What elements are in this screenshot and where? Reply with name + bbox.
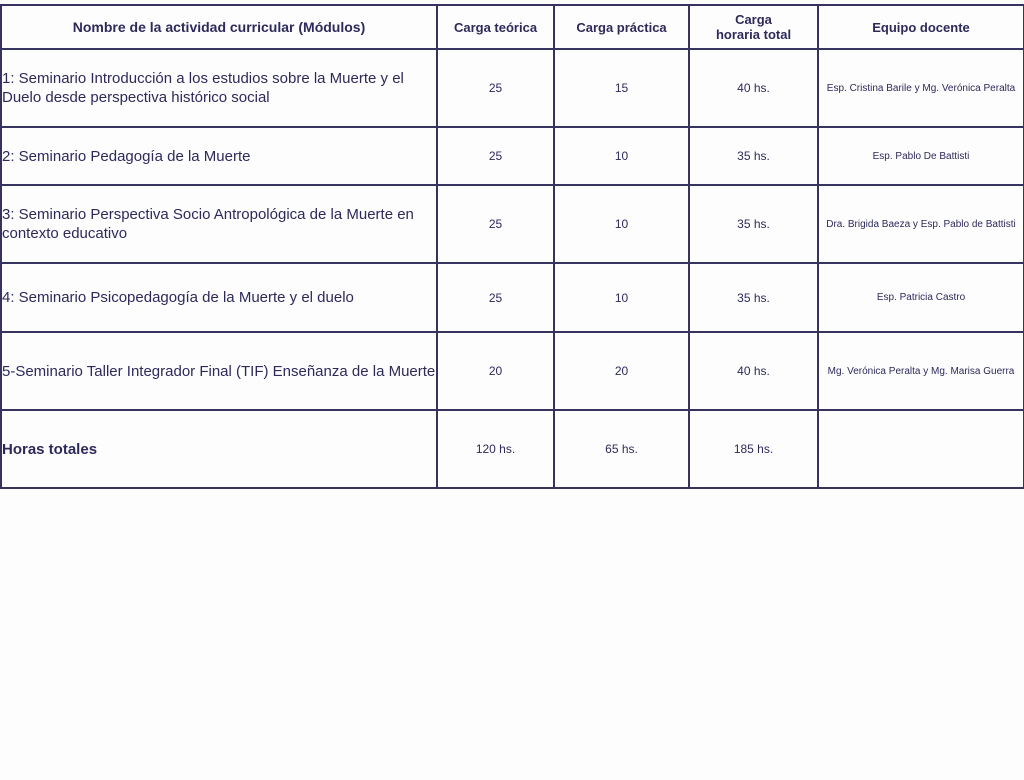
teaching-team: Esp. Cristina Barile y Mg. Verónica Peralta: [818, 49, 1024, 127]
theory-load: 25: [437, 127, 554, 185]
table-header-row: [1, 5, 1024, 49]
header-module-name: Nombre de la actividad curricular (Módulos): [1, 5, 437, 49]
theory-load: 25: [437, 185, 554, 263]
total-load: 40 hs.: [689, 49, 818, 127]
module-name: 5-Seminario Taller Integrador Final (TIF) Enseñanza de la Muerte: [1, 332, 437, 410]
header-theory-load: Carga teórica: [437, 5, 554, 49]
totals-label: Horas totales: [1, 410, 437, 488]
header-practice-load: Carga práctica: [554, 5, 689, 49]
header-teaching-team: Equipo docente: [818, 5, 1024, 49]
practice-load: 20: [554, 332, 689, 410]
module-name: 3: Seminario Perspectiva Socio Antropológica de la Muerte en contexto educativo: [1, 185, 437, 263]
teaching-team: Esp. Patricia Castro: [818, 263, 1024, 332]
total-practice-hours: 65 hs.: [554, 410, 689, 488]
module-name: 1: Seminario Introducción a los estudios sobre la Muerte y el Duelo desde perspectiva histórico social: [1, 49, 437, 127]
teaching-team: Esp. Pablo De Battisti: [818, 127, 1024, 185]
theory-load: 20: [437, 332, 554, 410]
practice-load: 15: [554, 49, 689, 127]
total-load: 35 hs.: [689, 185, 818, 263]
total-load: 35 hs.: [689, 127, 818, 185]
totals-row: [1, 410, 1024, 488]
practice-load: 10: [554, 127, 689, 185]
header-total-load: Carga horaria total: [689, 5, 818, 49]
curriculum-table: [0, 4, 1024, 489]
total-load: 40 hs.: [689, 332, 818, 410]
practice-load: 10: [554, 263, 689, 332]
table-row: [1, 127, 1024, 185]
total-overall-hours: 185 hs.: [689, 410, 818, 488]
totals-team-empty: [818, 410, 1024, 488]
table-row: [1, 263, 1024, 332]
module-name: 2: Seminario Pedagogía de la Muerte: [1, 127, 437, 185]
table-row: [1, 185, 1024, 263]
theory-load: 25: [437, 49, 554, 127]
module-name: 4: Seminario Psicopedagogía de la Muerte y el duelo: [1, 263, 437, 332]
teaching-team: Mg. Verónica Peralta y Mg. Marisa Guerra: [818, 332, 1024, 410]
total-load: 35 hs.: [689, 263, 818, 332]
teaching-team: Dra. Brigida Baeza y Esp. Pablo de Battisti: [818, 185, 1024, 263]
table-row: [1, 332, 1024, 410]
practice-load: 10: [554, 185, 689, 263]
table-row: [1, 49, 1024, 127]
theory-load: 25: [437, 263, 554, 332]
total-theory-hours: 120 hs.: [437, 410, 554, 488]
